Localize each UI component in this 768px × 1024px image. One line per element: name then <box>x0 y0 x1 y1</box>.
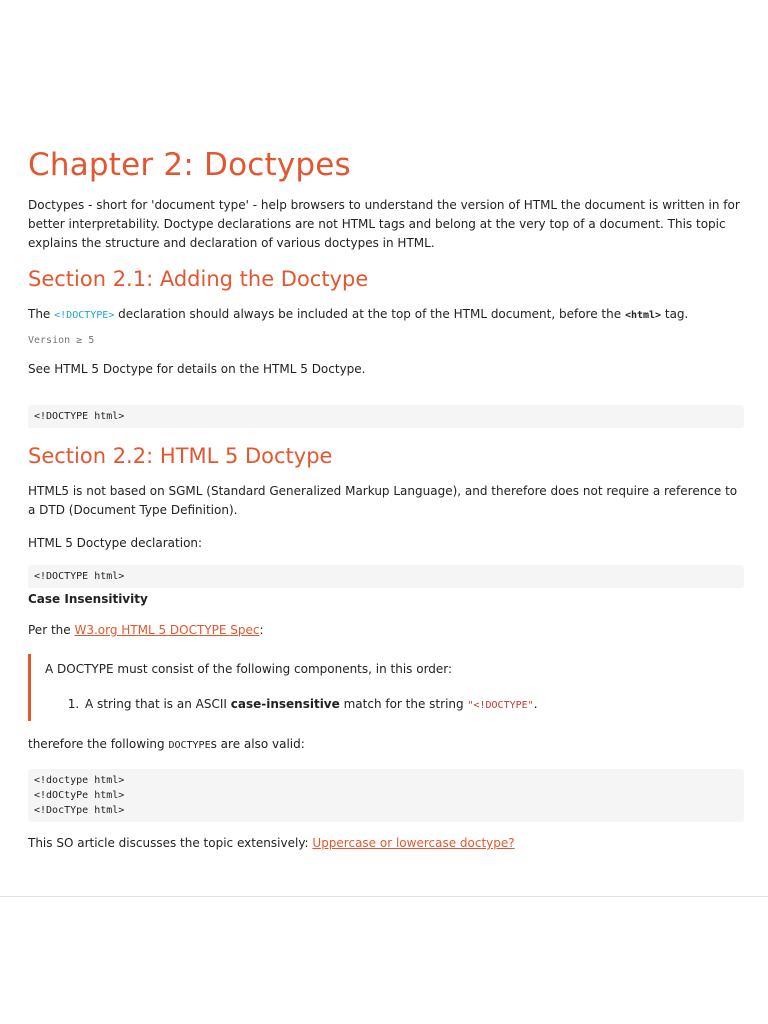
section-2-2-title: Section 2.2: HTML 5 Doctype <box>28 444 333 468</box>
quote-text: A DOCTYPE must consist of the following components, in this order: <box>45 662 453 676</box>
bold-fragment: case-insensitive <box>230 697 340 711</box>
code-block-doctype: <!DOCTYPE html> <box>28 405 744 428</box>
text-fragment: . <box>533 697 538 711</box>
uppercase-lowercase-link[interactable]: Uppercase or lowercase doctype? <box>312 836 515 850</box>
list-item <box>83 695 744 715</box>
section-2-2-declaration-label: HTML 5 Doctype declaration: <box>28 536 203 550</box>
text-fragment: match for the string <box>339 697 468 711</box>
chapter-title: Chapter 2: Doctypes <box>28 147 351 183</box>
inline-code-doctype-string: "<!DOCTYPE" <box>467 700 534 711</box>
text-fragment: The <box>28 307 55 321</box>
chapter-intro: Doctypes - short for 'document type' - help browsers to understand the version of HTML the document is written in for better interpretability. Doctype declarations are not HTML tags and belong at the very top of a document. This topic explains the structure and declaration of various doctypes in HTML. <box>28 198 740 250</box>
inline-code-html: <html> <box>624 310 662 321</box>
code-block-valid-doctypes: <!doctype html> <!dOCtyPe html> <!DocTYpe html> <box>28 769 744 822</box>
text-fragment: Per the <box>28 623 75 637</box>
text-fragment: This SO article discusses the topic extensively: <box>28 836 313 850</box>
w3-spec-link[interactable]: W3.org HTML 5 DOCTYPE Spec <box>74 623 260 637</box>
section-2-1-paragraph <box>28 305 744 325</box>
text-fragment: tag. <box>661 307 689 321</box>
per-spec-paragraph <box>28 621 744 640</box>
therefore-paragraph <box>28 735 744 755</box>
text-fragment: s are also valid: <box>210 737 305 751</box>
so-article-paragraph <box>28 834 744 853</box>
text-fragment: declaration should always be included at the top of the HTML document, before the <box>114 307 625 321</box>
version-note: Version ≥ 5 <box>28 335 95 346</box>
text-fragment: : <box>259 623 264 637</box>
inline-code-doctype-plain: DOCTYPE <box>168 740 211 751</box>
code-block-html5-doctype: <!DOCTYPE html> <box>28 565 744 588</box>
case-insensitivity-heading: Case Insensitivity <box>28 592 148 606</box>
text-fragment: therefore the following <box>28 737 169 751</box>
section-2-2-paragraph: HTML5 is not based on SGML (Standard Generalized Markup Language), and therefore does not require a reference to a DTD (Document Type Definition). <box>28 484 738 517</box>
page-divider <box>0 896 768 897</box>
section-2-1-title: Section 2.1: Adding the Doctype <box>28 267 369 291</box>
quote-list <box>45 695 744 715</box>
text-fragment: A string that is an ASCII <box>85 697 231 711</box>
inline-code-doctype: <!DOCTYPE> <box>54 310 115 321</box>
page-content <box>28 146 744 853</box>
section-2-1-see-also: See HTML 5 Doctype for details on the HTML 5 Doctype. <box>28 362 366 376</box>
spec-blockquote <box>28 654 744 721</box>
